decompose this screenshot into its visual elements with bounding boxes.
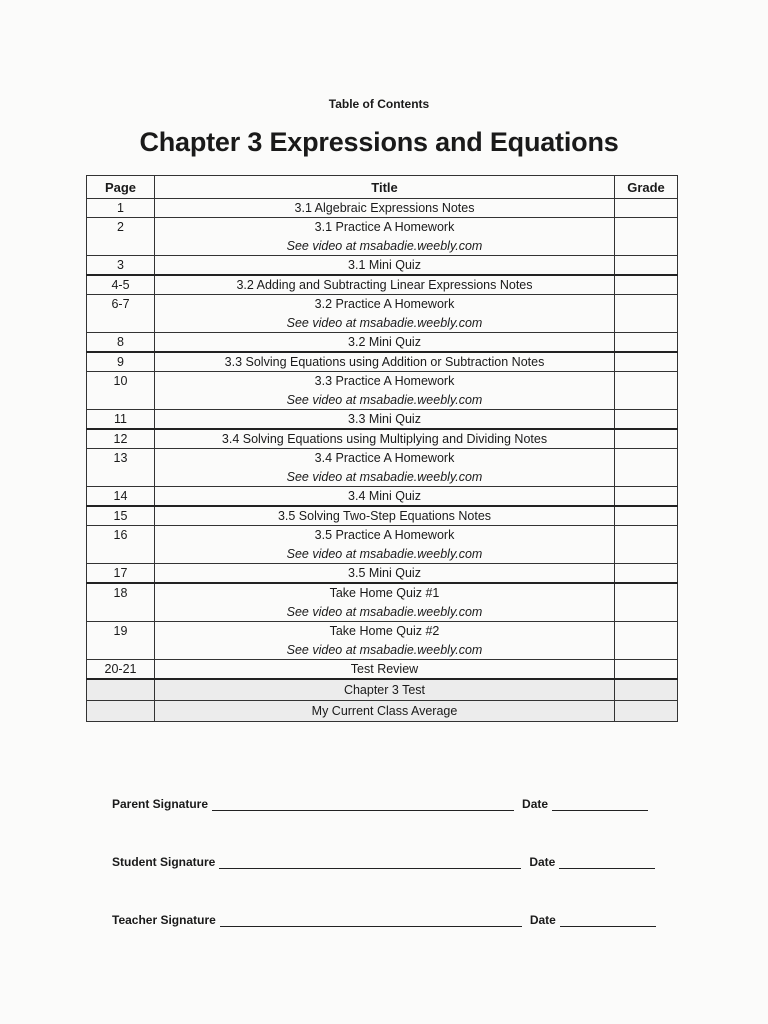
signature-line[interactable]: [212, 798, 514, 811]
page-cell: 4-5: [87, 275, 155, 295]
table-header-row: [87, 176, 678, 199]
grade-cell[interactable]: [615, 526, 678, 564]
title-cell: [155, 275, 615, 295]
title-text: Take Home Quiz #1: [329, 586, 440, 600]
page-cell: 11: [87, 410, 155, 430]
table-row: [87, 622, 678, 660]
grade-cell[interactable]: [615, 449, 678, 487]
signature-label: Student Signature: [112, 855, 216, 869]
title-text: Chapter 3 Test: [343, 683, 426, 697]
grade-cell[interactable]: [615, 410, 678, 430]
title-text: 3.3 Mini Quiz: [348, 412, 421, 426]
title-cell: [155, 218, 615, 256]
title-cell: [155, 449, 615, 487]
grade-cell[interactable]: [615, 429, 678, 449]
table-row: [87, 660, 678, 680]
page-cell: 16: [87, 526, 155, 564]
grade-cell[interactable]: [615, 199, 678, 218]
title-cell: [155, 429, 615, 449]
table-row: [87, 449, 678, 487]
table-row: [87, 506, 678, 526]
table-of-contents: [86, 175, 678, 722]
column-header-title: Title: [155, 176, 615, 199]
video-note: See video at msabadie.weebly.com: [286, 315, 483, 330]
title-cell: [155, 487, 615, 507]
title-text: 3.1 Mini Quiz: [348, 258, 421, 272]
title-cell: [155, 679, 615, 701]
title-cell: [155, 199, 615, 218]
table-row: [87, 583, 678, 622]
title-text: 3.3 Practice A Homework: [314, 374, 455, 388]
video-note: See video at msabadie.weebly.com: [286, 238, 483, 253]
title-cell: [155, 256, 615, 276]
video-note: See video at msabadie.weebly.com: [286, 546, 483, 561]
grade-cell[interactable]: [615, 679, 678, 701]
grade-cell[interactable]: [615, 295, 678, 333]
grade-cell[interactable]: [615, 333, 678, 353]
signature-label: Parent Signature: [112, 797, 209, 811]
table-row: [87, 199, 678, 218]
date-label: Date: [529, 913, 556, 927]
grade-cell[interactable]: [615, 701, 678, 722]
title-text: 3.5 Mini Quiz: [348, 566, 421, 580]
page-cell: 3: [87, 256, 155, 276]
table-row: [87, 487, 678, 507]
title-text: 3.3 Solving Equations using Addition or Subtraction Notes: [224, 355, 545, 369]
teacher-signature-row: [112, 913, 657, 927]
grade-cell[interactable]: [615, 622, 678, 660]
table-row: [87, 701, 678, 722]
page-cell: [87, 701, 155, 722]
page-cell: 17: [87, 564, 155, 584]
title-text: 3.5 Practice A Homework: [314, 528, 455, 542]
signature-line[interactable]: [220, 914, 522, 927]
grade-cell[interactable]: [615, 506, 678, 526]
title-text: 3.1 Practice A Homework: [314, 220, 455, 234]
signature-label: Teacher Signature: [112, 913, 216, 927]
video-note: See video at msabadie.weebly.com: [286, 392, 483, 407]
video-note: See video at msabadie.weebly.com: [286, 642, 483, 657]
table-row: [87, 295, 678, 333]
table-row: [87, 256, 678, 276]
document-label: Table of Contents: [328, 97, 430, 111]
grade-cell[interactable]: [615, 218, 678, 256]
table-row: [87, 352, 678, 372]
title-text: 3.2 Practice A Homework: [314, 297, 455, 311]
video-note: See video at msabadie.weebly.com: [286, 469, 483, 484]
page-cell: 18: [87, 583, 155, 622]
parent-signature-row: [112, 797, 657, 811]
page-cell: 13: [87, 449, 155, 487]
grade-cell[interactable]: [615, 275, 678, 295]
table-body: [87, 199, 678, 722]
date-line[interactable]: [559, 856, 655, 869]
page-cell: [87, 679, 155, 701]
grade-cell[interactable]: [615, 583, 678, 622]
date-line[interactable]: [552, 798, 648, 811]
title-cell: [155, 295, 615, 333]
title-text: 3.1 Algebraic Expressions Notes: [294, 201, 475, 215]
title-cell: [155, 622, 615, 660]
table-row: [87, 679, 678, 701]
date-label: Date: [529, 855, 556, 869]
title-text: Take Home Quiz #2: [329, 624, 440, 638]
grade-cell[interactable]: [615, 256, 678, 276]
page-cell: 14: [87, 487, 155, 507]
page-cell: 10: [87, 372, 155, 410]
column-header-grade: Grade: [615, 176, 678, 199]
column-header-page: Page: [87, 176, 155, 199]
page-cell: 20-21: [87, 660, 155, 680]
student-signature-row: [112, 855, 657, 869]
page-cell: 2: [87, 218, 155, 256]
table-row: [87, 218, 678, 256]
page-cell: 6-7: [87, 295, 155, 333]
table-row: [87, 526, 678, 564]
title-cell: [155, 372, 615, 410]
video-note: See video at msabadie.weebly.com: [286, 604, 483, 619]
grade-cell[interactable]: [615, 487, 678, 507]
date-line[interactable]: [560, 914, 656, 927]
title-text: My Current Class Average: [311, 704, 458, 718]
table-row: [87, 372, 678, 410]
grade-cell[interactable]: [615, 564, 678, 584]
table-row: [87, 410, 678, 430]
title-cell: [155, 583, 615, 622]
title-cell: [155, 333, 615, 353]
page-cell: 12: [87, 429, 155, 449]
date-label: Date: [522, 797, 549, 811]
title-text: 3.2 Mini Quiz: [348, 335, 421, 349]
grade-cell[interactable]: [615, 352, 678, 372]
table-row: [87, 564, 678, 584]
title-text: 3.4 Mini Quiz: [348, 489, 421, 503]
title-text: 3.2 Adding and Subtracting Linear Expressions Notes: [236, 278, 533, 292]
title-text: 3.5 Solving Two-Step Equations Notes: [277, 509, 492, 523]
title-text: Test Review: [350, 662, 419, 676]
title-cell: [155, 410, 615, 430]
title-cell: [155, 564, 615, 584]
signature-line[interactable]: [219, 856, 521, 869]
title-cell: [155, 701, 615, 722]
table-row: [87, 333, 678, 353]
page-cell: 1: [87, 199, 155, 218]
title-cell: [155, 526, 615, 564]
page-cell: 9: [87, 352, 155, 372]
page-cell: 15: [87, 506, 155, 526]
title-text: 3.4 Practice A Homework: [314, 451, 455, 465]
title-cell: [155, 352, 615, 372]
title-cell: [155, 660, 615, 680]
page-cell: 19: [87, 622, 155, 660]
page-cell: 8: [87, 333, 155, 353]
title-cell: [155, 506, 615, 526]
grade-cell[interactable]: [615, 372, 678, 410]
page-title: Chapter 3 Expressions and Equations: [139, 127, 619, 157]
table-row: [87, 275, 678, 295]
title-text: 3.4 Solving Equations using Multiplying and Dividing Notes: [221, 432, 548, 446]
grade-cell[interactable]: [615, 660, 678, 680]
table-row: [87, 429, 678, 449]
